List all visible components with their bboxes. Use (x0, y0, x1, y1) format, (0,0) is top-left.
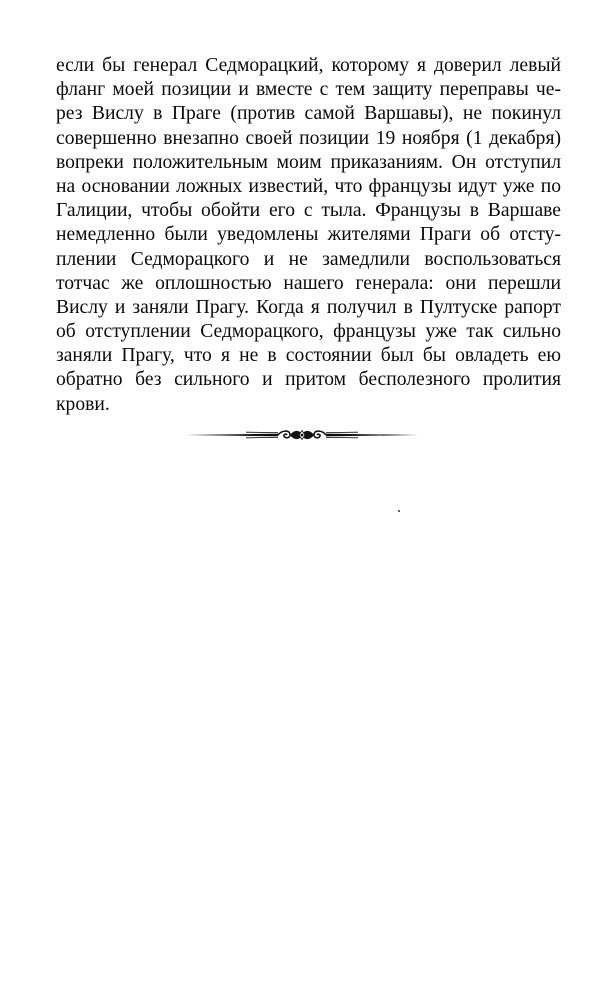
text-line: плении Седморацкого и не замедлили воспользоваться (56, 248, 561, 270)
text-line: немедленно были уведомлены жителями Праги об отсту- (56, 224, 561, 246)
text-line: если бы генерал Седморацкий, которому я доверил левый (56, 55, 561, 76)
text-line: фланг моей позиции и вместе с тем защиту переправы че- (56, 79, 561, 101)
text-line: крови. (56, 393, 110, 415)
body-paragraph (56, 54, 561, 417)
text-line: совершенно внезапно своей позиции 19 ноября (1 декабря) (56, 127, 561, 149)
text-line: вопреки положительным моим приказаниям. Он отступил (56, 151, 561, 173)
text-line: заняли Прагу, что я не в состоянии был бы овладеть ею (56, 345, 561, 367)
text-line: тотчас же оплошностью нашего генерала: они перешли (56, 272, 561, 294)
text-line: Вислу и заняли Прагу. Когда я получил в Пултуске рапорт (56, 296, 561, 318)
text-line: об отступлении Седморацкого, французы уже так сильно (56, 321, 561, 343)
page-speck (398, 510, 400, 512)
text-line: рез Вислу в Праге (против самой Варшавы), не покинул (56, 103, 561, 125)
section-end-ornament-icon (186, 427, 418, 443)
text-line: на основании ложных известий, что французы идут уже по (56, 175, 561, 197)
text-line: обратно без сильного и притом бесполезного пролития (56, 369, 561, 391)
text-line: Галиции, чтобы обойти его с тыла. Французы в Варшаве (56, 200, 561, 222)
